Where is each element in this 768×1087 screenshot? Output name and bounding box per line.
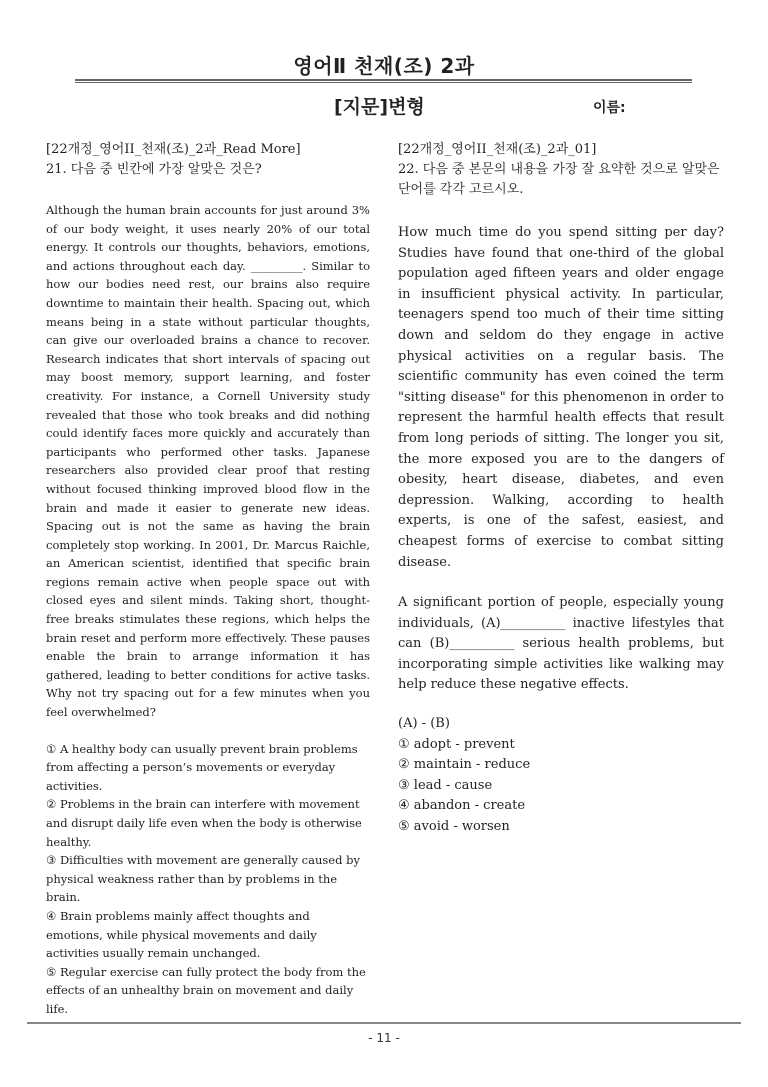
footer-divider [27,1022,741,1024]
choice-item: ④ abandon - create [398,798,526,814]
name-label: 이름: [593,100,626,116]
choice-item: ② maintain - reduce [398,757,531,773]
question-21-passage: Although the human brain accounts for just around 3% of our body weight, it uses nearly 20% of our total energy. It controls our thoughts, behaviors, emotions, and actions throughout each day. _________. Similar to how our bodies need rest, our brains also require downtime to maintain their health. Spacing out, which means being in a state without particular thoughts, can give our overloaded brains a chance to recover. Research indicates that short intervals of spacing out may boost memory, support learning, and foster creativity. For instance, a Cornell University study revealed that those who took breaks and did nothing could identify faces more quickly and accurately than participants who performed other tasks. Japanese researchers also provided clear proof that resting without focused thinking improved blood flow in the brain and made it easier to generate new ideas. Spacing out is not the same as having the brain completely stop working. In 2001, Dr. Marcus Raichle, an American scientist, identified that specific brain regions remain active when people space out with closed eyes and silent minds. Taking short, thought-free breaks stimulates these regions, which helps the brain reset and perform more effectively. These pauses enable the brain to arrange information it has gathered, leading to better conditions for active tasks. Why not try spacing out for a few minutes when you feel overwhelmed? [46,203,370,720]
question-21-choices [46,740,370,1019]
title-divider [75,79,692,83]
question-22-summary: A significant portion of people, especially young individuals, (A)__________ inactive lifestyles that can (B)__________ serious health problems, but incorporating simple activities like walking may help reduce these negative effects. [398,595,724,693]
choice-item: ④ Brain problems mainly affect thoughts and emotions, while physical movements and daily activities usually remain unchanged. [46,908,317,961]
question-22-passage: How much time do you spend sitting per day? Studies have found that one-third of the global population aged fifteen years and older engage in insufficient physical activity. In particular, teenagers spend too much of their time sitting down and seldom do they engage in active physical activities on a regular basis. The scientific community has even coined the term "sitting disease" for this phenomenon in order to represent the harmful health effects that result from long periods of sitting. The longer you sit, the more exposed you are to the dangers of obesity, heart disease, diabetes, and even depression. Walking, according to health experts, is one of the safest, easiest, and cheapest forms of exercise to combat sitting disease. [398,225,724,570]
choice-item: ③ Difficulties with movement are generally caused by physical weakness rather than by problems in the brain. [46,853,360,905]
choice-item: ② Problems in the brain can interfere with movement and disrupt daily life even when the body is otherwise healthy. [46,797,362,849]
page-number: - 11 - [368,1031,400,1045]
choice-item: ③ lead - cause [398,777,493,793]
right-column [398,140,724,838]
choice-item: ① A healthy body can usually prevent brain problems from affecting a person’s movements or everyday activities. [46,741,358,793]
left-column [46,140,370,1019]
choice-item: ⑤ Regular exercise can fully protect the body from the effects of an unhealthy brain on movement and daily life. [46,964,366,1016]
question-22-prompt: 22. 다음 중 본문의 내용을 가장 잘 요약한 것으로 알맞은 단어를 각각 고르시오. [398,162,720,197]
question-22-source: [22개정_영어II_천재(조)_2과_01] [398,142,597,157]
question-22-choices [398,714,724,838]
choice-item: ⑤ avoid - worsen [398,819,510,835]
page-title: 영어Ⅱ 천재(조) 2과 [293,54,475,78]
choice-item: ① adopt - prevent [398,736,515,752]
choice-header: (A) - (B) [398,716,450,732]
page-subtitle: [지문]변형 [334,96,425,118]
question-21-prompt: 21. 다음 중 빈칸에 가장 알맞은 것은? [46,162,262,177]
question-21-source: [22개정_영어II_천재(조)_2과_Read More] [46,142,301,157]
